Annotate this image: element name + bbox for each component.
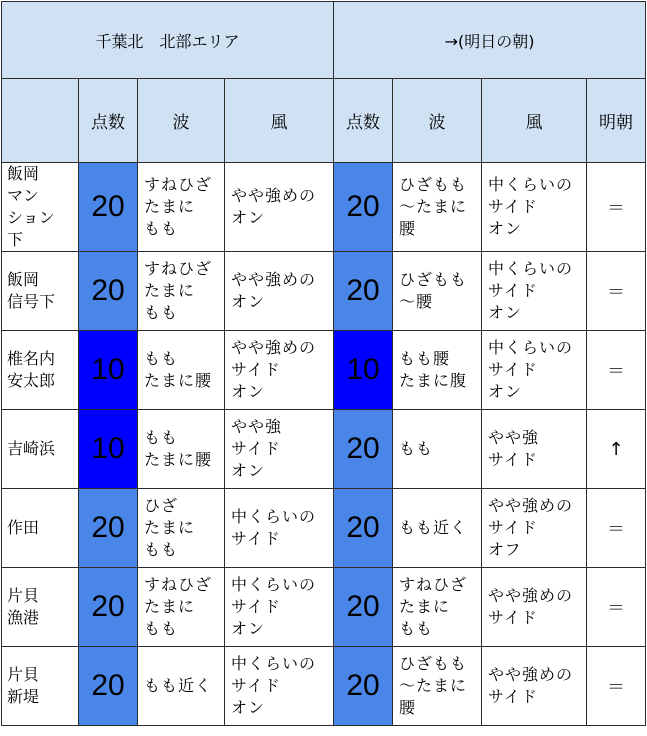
wind-cell: 中くらいの サイド オン (225, 568, 334, 647)
tomorrow-title: →(明日の朝) (334, 2, 646, 79)
score-cell: 20 (79, 647, 138, 726)
wind-cell: 中くらいの サイド オン (225, 647, 334, 726)
tomorrow-wave-cell: もも (393, 410, 482, 489)
score-cell: 10 (79, 410, 138, 489)
tomorrow-wave-cell: ひざもも 〜たまに 腰 (393, 647, 482, 726)
spot-name: 片貝 漁港 (2, 568, 79, 647)
table-row (2, 410, 646, 489)
tomorrow-wind-cell: やや強めの サイド (482, 568, 587, 647)
table-row (2, 252, 646, 331)
tomorrow-morning-trend: ＝ (587, 647, 646, 726)
tomorrow-score-cell: 10 (334, 331, 393, 410)
wave-cell: ひざ たまに もも (138, 489, 225, 568)
score-cell: 20 (79, 252, 138, 331)
column-header-row (2, 79, 646, 163)
score-cell: 10 (79, 331, 138, 410)
tomorrow-wave-cell: もも近く (393, 489, 482, 568)
tomorrow-score-cell: 20 (334, 568, 393, 647)
spot-column-header (2, 79, 79, 163)
wave-cell: すねひざ たまに もも (138, 568, 225, 647)
wave-column-header: 波 (138, 79, 225, 163)
score-cell: 20 (79, 568, 138, 647)
tomorrow-score-cell: 20 (334, 252, 393, 331)
spot-name: 作田 (2, 489, 79, 568)
wave-cell: もも近く (138, 647, 225, 726)
spot-name: 片貝 新堤 (2, 647, 79, 726)
wave-cell: すねひざ たまに もも (138, 163, 225, 252)
tomorrow-morning-trend: ＝ (587, 163, 646, 252)
wind-cell: やや強めの サイド オン (225, 331, 334, 410)
tomorrow-morning-trend: ↑ (587, 410, 646, 489)
tomorrow-morning-trend: ＝ (587, 252, 646, 331)
tomorrow-wave-cell: ひざもも 〜たまに 腰 (393, 163, 482, 252)
table-row (2, 568, 646, 647)
tomorrow-score-cell: 20 (334, 489, 393, 568)
table-row (2, 331, 646, 410)
tomorrow-wind-column-header: 風 (482, 79, 587, 163)
tomorrow-wave-column-header: 波 (393, 79, 482, 163)
tomorrow-morning-trend: ＝ (587, 489, 646, 568)
wind-cell: やや強 サイド オン (225, 410, 334, 489)
score-column-header: 点数 (79, 79, 138, 163)
wind-column-header: 風 (225, 79, 334, 163)
wind-cell: やや強めの オン (225, 252, 334, 331)
tomorrow-morning-column-header: 明朝 (587, 79, 646, 163)
wave-cell: もも たまに腰 (138, 331, 225, 410)
spot-name: 吉崎浜 (2, 410, 79, 489)
area-header-row (2, 2, 646, 79)
spot-name: 椎名内 安太郎 (2, 331, 79, 410)
wind-cell: やや強めの オン (225, 163, 334, 252)
tomorrow-wind-cell: 中くらいの サイド オン (482, 331, 587, 410)
forecast-rows (2, 163, 646, 726)
tomorrow-wave-cell: すねひざ たまに もも (393, 568, 482, 647)
tomorrow-wind-cell: やや強めの サイド オフ (482, 489, 587, 568)
tomorrow-wave-cell: ひざもも 〜腰 (393, 252, 482, 331)
table-row (2, 163, 646, 252)
tomorrow-morning-trend: ＝ (587, 331, 646, 410)
tomorrow-wind-cell: やや強めの サイド (482, 647, 587, 726)
wave-cell: もも たまに腰 (138, 410, 225, 489)
score-cell: 20 (79, 489, 138, 568)
tomorrow-wind-cell: 中くらいの サイド オン (482, 252, 587, 331)
wave-cell: すねひざ たまに もも (138, 252, 225, 331)
tomorrow-score-column-header: 点数 (334, 79, 393, 163)
spot-name: 飯岡 マン ション 下 (2, 163, 79, 252)
tomorrow-wind-cell: 中くらいの サイド オン (482, 163, 587, 252)
tomorrow-score-cell: 20 (334, 410, 393, 489)
area-title: 千葉北 北部エリア (2, 2, 334, 79)
table-row (2, 489, 646, 568)
table-row (2, 647, 646, 726)
tomorrow-score-cell: 20 (334, 163, 393, 252)
wind-cell: 中くらいの サイド (225, 489, 334, 568)
tomorrow-morning-trend: ＝ (587, 568, 646, 647)
surf-forecast-table (1, 1, 646, 726)
score-cell: 20 (79, 163, 138, 252)
tomorrow-score-cell: 20 (334, 647, 393, 726)
tomorrow-wave-cell: もも腰 たまに腹 (393, 331, 482, 410)
tomorrow-wind-cell: やや強 サイド (482, 410, 587, 489)
spot-name: 飯岡 信号下 (2, 252, 79, 331)
